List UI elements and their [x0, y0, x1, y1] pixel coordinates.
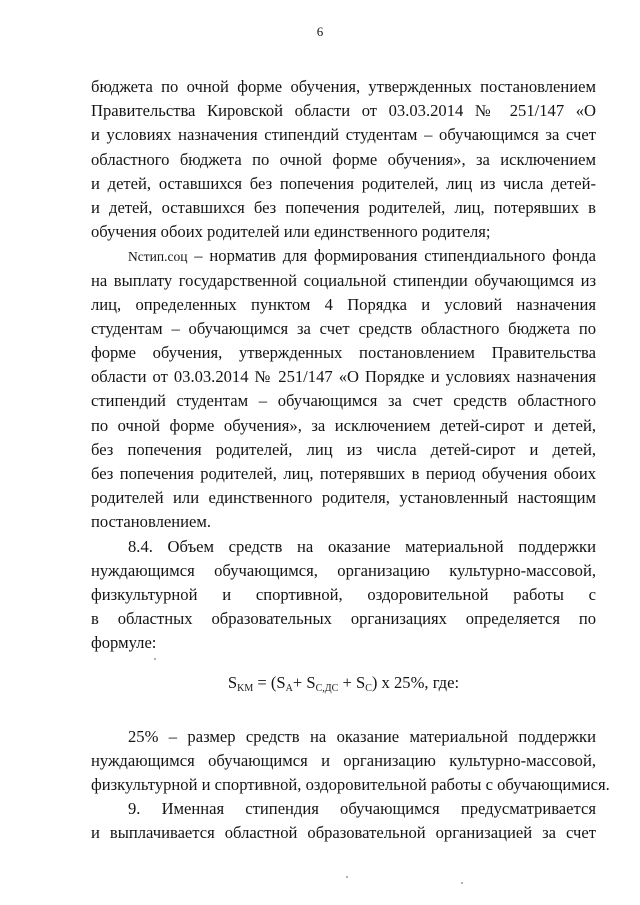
text-line: 25% – размер средств на оказание материальной поддержки	[128, 726, 596, 746]
scan-speck	[461, 882, 463, 884]
formula-part: ) х 25%, где:	[371, 672, 460, 692]
paragraph-9	[91, 797, 596, 845]
text-line: без попечения родителей, лиц из числа детей-сирот и детей,	[91, 439, 596, 459]
text-line: форме обучения, утвержденных постановлением Правительства	[91, 343, 596, 363]
text-fragment: – норматив для формирования стипендиального фонда	[194, 246, 596, 266]
text-line: и условиях назначения стипендий студентам – обучающимся за счет	[91, 125, 596, 145]
text-line: и детей, оставшихся без попечения родителей, лиц из числа детей-	[91, 173, 596, 193]
formula-subscript: C,ДС	[315, 682, 339, 694]
paragraph-8-4	[91, 535, 596, 656]
nstip-symbol: Nстип.соц	[128, 249, 188, 265]
scan-speck	[346, 876, 348, 878]
scan-speck	[154, 658, 156, 660]
formula-skm	[91, 671, 596, 695]
formula-subscript: A	[285, 682, 293, 694]
formula-part: + S	[338, 672, 366, 692]
text-line: обучения обоих родителей или единственного родителя;	[91, 222, 491, 242]
paragraph-continuation	[91, 75, 596, 244]
formula-subscript: C	[365, 682, 372, 694]
text-line: физкультурной и спортивной, оздоровительной работы с обучающимися.	[91, 774, 610, 794]
text-line: бюджета по очной форме обучения, утвержденных постановлением	[91, 77, 596, 96]
text-line: в областных образовательных организациях определяется по	[91, 609, 596, 629]
text-line: нуждающимся обучающимся и организацию культурно-массовой,	[91, 750, 596, 770]
document-body	[91, 75, 610, 845]
formula-subscript: KM	[237, 682, 254, 694]
text-line: областного бюджета по очной форме обучения», за исключением	[91, 149, 596, 169]
text-line	[91, 244, 596, 268]
text-line: формуле:	[91, 633, 157, 653]
text-line: без попечения родителей, лиц, потерявших в период обучения обоих	[91, 464, 596, 483]
text-line: нуждающимся обучающимся, организацию культурно-массовой,	[91, 560, 596, 580]
text-line: 9. Именная стипендия обучающимся предусматривается	[128, 799, 596, 819]
formula-part: S	[227, 672, 238, 692]
text-line: области от 03.03.2014 № 251/147 «О Порядке и условиях назначения	[91, 367, 596, 387]
paragraph-25-percent	[91, 725, 610, 798]
text-line: физкультурной и спортивной, оздоровительной работы с	[91, 584, 596, 604]
formula-part: = (S	[253, 672, 286, 692]
text-line: и выплачивается областной образовательной организацией за счет	[91, 823, 596, 843]
page-number: 6	[316, 24, 324, 39]
text-line: стипендий студентам – обучающимся за счет средств областного	[91, 391, 596, 411]
text-line: студентам – обучающимся за счет средств областного бюджета по	[91, 318, 596, 338]
paragraph-nstip-definition	[91, 244, 596, 534]
text-line: и детей, оставшихся без попечения родителей, лиц, потерявших в	[91, 197, 596, 217]
formula-part: + S	[292, 672, 316, 692]
text-line: 8.4. Объем средств на оказание материальной поддержки	[128, 536, 596, 556]
text-line: лиц, определенных пунктом 4 Порядка и условий назначения	[91, 294, 596, 314]
text-line: по очной форме обучения», за исключением детей-сирот и детей,	[91, 415, 596, 435]
text-line: Правительства Кировской области от 03.03.2014 № 251/147 «О	[91, 101, 596, 121]
text-line: на выплату государственной социальной стипендии обучающимся из	[91, 270, 596, 290]
text-line: родителей или единственного родителя, установленный настоящим	[91, 488, 596, 508]
text-line: постановлением.	[91, 512, 211, 532]
